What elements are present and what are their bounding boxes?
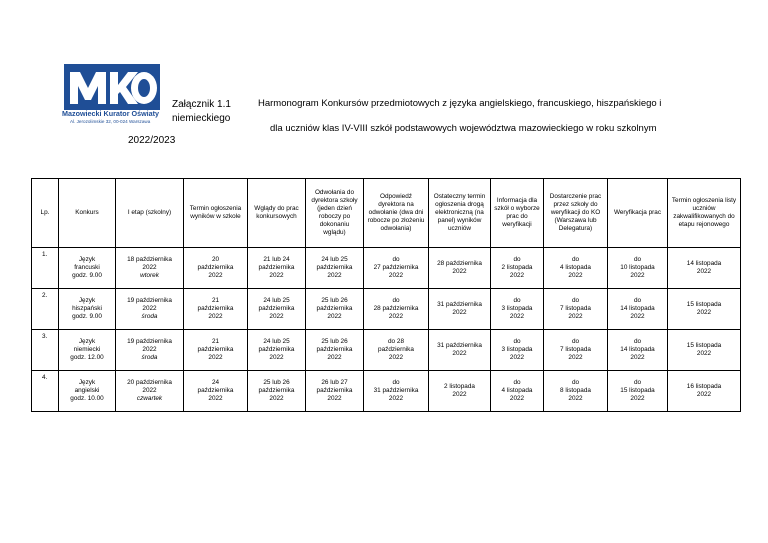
cell-line: do xyxy=(513,256,521,263)
cell-line: 2022 xyxy=(269,313,284,320)
table-cell xyxy=(59,330,116,371)
cell-line: października xyxy=(378,346,414,353)
cell-line: 2022 xyxy=(142,346,157,353)
column-header: Lp. xyxy=(32,179,59,248)
cell-line: 2022 xyxy=(208,272,223,279)
cell-line: października xyxy=(197,264,234,271)
cell-line: 4 listopada xyxy=(501,387,533,394)
attachment-label xyxy=(172,98,231,126)
cell-line: 2022 xyxy=(696,268,712,275)
table-cell xyxy=(544,371,608,412)
cell-line: 14 listopada xyxy=(620,346,655,353)
cell-line: października xyxy=(258,387,295,394)
column-header: I etap (szkolny) xyxy=(116,179,184,248)
cell-line: 2022 xyxy=(452,350,467,357)
cell-line: 2022 xyxy=(630,313,645,320)
cell-line: 25 lub 26 xyxy=(263,379,290,386)
table-cell xyxy=(491,289,544,330)
cell-line: 2022 xyxy=(630,354,645,361)
table-row xyxy=(32,330,741,371)
table-cell xyxy=(668,248,741,289)
cell-line: do xyxy=(392,256,400,263)
cell-line: 19 października xyxy=(127,338,172,345)
cell-line: 27 października xyxy=(373,264,419,271)
column-header: Wglądy do prac konkursowych xyxy=(248,179,306,248)
logo-address: Al. Jerozolimskie 32, 00-024 Warszawa xyxy=(70,119,151,124)
cell-line: 2022 xyxy=(327,395,342,402)
school-year: 2022/2023 xyxy=(128,135,176,146)
table-cell xyxy=(116,371,184,412)
cell-line: do 28 xyxy=(388,338,404,345)
cell-line: października xyxy=(258,264,295,271)
cell-line: francuski xyxy=(74,264,100,271)
table-cell xyxy=(544,330,608,371)
table-cell xyxy=(116,289,184,330)
table-cell xyxy=(248,330,306,371)
cell-line: 31 października xyxy=(437,301,482,308)
table-header-row xyxy=(32,179,741,248)
table-cell xyxy=(306,248,364,289)
cell-line: października xyxy=(197,387,234,394)
cell-line: Język xyxy=(78,379,96,386)
table-cell xyxy=(59,248,116,289)
cell-line: 2022 xyxy=(388,313,404,320)
cell-line: 2022 xyxy=(509,354,525,361)
cell-line: 2022 xyxy=(208,313,223,320)
row-number: 1. xyxy=(32,248,59,289)
cell-line: 10 listopada xyxy=(620,264,655,271)
table-cell xyxy=(491,330,544,371)
cell-line: 2022 xyxy=(696,309,712,316)
table-row xyxy=(32,371,741,412)
cell-line: do xyxy=(392,379,400,386)
cell-line: 3 listopada xyxy=(501,305,533,312)
cell-line: 18 października xyxy=(127,256,172,263)
cell-line: 2022 xyxy=(630,395,645,402)
cell-line: 20 października xyxy=(127,379,172,386)
cell-line: 2 listopada xyxy=(501,264,533,271)
table-cell xyxy=(116,330,184,371)
table-cell xyxy=(364,330,429,371)
cell-line: 2022 xyxy=(696,391,712,398)
mko-logo xyxy=(62,64,166,134)
cell-line: do xyxy=(513,379,521,386)
cell-line: 4 listopada xyxy=(560,264,591,271)
attachment-line-2: niemieckiego xyxy=(172,113,231,124)
cell-line: 15 listopada xyxy=(686,342,722,349)
cell-line: 19 października xyxy=(127,297,172,304)
cell-line: 2022 xyxy=(452,391,467,398)
cell-line: 2022 xyxy=(388,272,404,279)
cell-line: 24 lub 25 xyxy=(263,297,290,304)
cell-line: środa xyxy=(141,313,158,320)
document-title-line-1: Harmonogram Konkursów przedmiotowych z języka angielskiego, francuskiego, hiszpańskiego i xyxy=(258,98,662,109)
table-cell xyxy=(668,289,741,330)
column-header: Ostateczny termin ogłoszenia drogą elektroniczną (na panel) wyników uczniów xyxy=(429,179,491,248)
cell-line: do xyxy=(633,297,642,304)
cell-line: Język xyxy=(78,338,96,345)
cell-line: do xyxy=(571,379,580,386)
cell-line: 2022 xyxy=(388,395,404,402)
cell-line: środa xyxy=(141,354,158,361)
cell-line: 24 xyxy=(211,379,220,386)
cell-line: do xyxy=(571,297,580,304)
table-cell xyxy=(248,371,306,412)
table-cell xyxy=(429,289,491,330)
cell-line: angielski xyxy=(74,387,100,394)
mko-logo-mark xyxy=(64,64,160,110)
cell-line: 2022 xyxy=(269,272,284,279)
cell-line: 2022 xyxy=(327,313,342,320)
table-cell xyxy=(608,371,668,412)
table-cell xyxy=(668,371,741,412)
table-cell xyxy=(184,289,248,330)
cell-line: 2022 xyxy=(208,395,223,402)
cell-line: do xyxy=(571,338,580,345)
cell-line: 2022 xyxy=(142,387,157,394)
cell-line: 31 października xyxy=(437,342,482,349)
table-cell xyxy=(608,289,668,330)
cell-line: 2022 xyxy=(327,272,342,279)
cell-line: października xyxy=(258,346,295,353)
cell-line: 2022 xyxy=(568,395,583,402)
table-cell xyxy=(608,248,668,289)
cell-line: 20 xyxy=(211,256,220,263)
table-cell xyxy=(544,289,608,330)
cell-line: października xyxy=(258,305,295,312)
table-cell xyxy=(184,371,248,412)
cell-line: 2022 xyxy=(568,354,583,361)
cell-line: 2022 xyxy=(327,354,342,361)
cell-line: hiszpański xyxy=(72,305,102,312)
cell-line: 2022 xyxy=(696,350,712,357)
cell-line: 2022 xyxy=(630,272,645,279)
cell-line: do xyxy=(392,297,400,304)
column-header: Konkurs xyxy=(59,179,116,248)
cell-line: do xyxy=(513,338,521,345)
cell-line: do xyxy=(633,338,642,345)
logo-name: Mazowiecki Kurator Oświaty xyxy=(62,109,160,118)
cell-line: godz. 10.00 xyxy=(70,395,104,402)
cell-line: 2 listopada xyxy=(444,383,475,390)
cell-line: Język xyxy=(78,256,96,263)
table-cell xyxy=(608,330,668,371)
schedule-table xyxy=(31,178,741,412)
cell-line: 16 listopada xyxy=(686,383,722,390)
document-title-line-2: dla uczniów klas IV-VIII szkół podstawowych województwa mazowieckiego w roku szkolnym xyxy=(270,123,657,134)
table-cell xyxy=(364,371,429,412)
cell-line: 24 lub 25 xyxy=(321,256,348,263)
cell-line: 2022 xyxy=(452,268,467,275)
cell-line: niemiecki xyxy=(73,346,101,353)
table-cell xyxy=(544,248,608,289)
column-header: Termin ogłoszenia listy uczniów zakwalifikowanych do etapu rejonowego xyxy=(668,179,741,248)
cell-line: 2022 xyxy=(509,395,525,402)
cell-line: 21 lub 24 xyxy=(263,256,290,263)
cell-line: wtorek xyxy=(140,272,159,279)
cell-line: 25 lub 26 xyxy=(321,297,348,304)
cell-line: 28 października xyxy=(437,260,482,267)
row-number: 2. xyxy=(32,289,59,330)
cell-line: 2022 xyxy=(509,313,525,320)
column-header: Termin ogłoszenia wyników w szkole xyxy=(184,179,248,248)
cell-line: 2022 xyxy=(269,354,284,361)
cell-line: do xyxy=(513,297,521,304)
row-number: 3. xyxy=(32,330,59,371)
table-cell xyxy=(429,330,491,371)
table-cell xyxy=(184,248,248,289)
cell-line: 26 lub 27 xyxy=(321,379,348,386)
cell-line: 2022 xyxy=(388,354,404,361)
cell-line: października xyxy=(316,387,353,394)
cell-line: 2022 xyxy=(568,313,583,320)
table-cell xyxy=(306,289,364,330)
cell-line: 14 listopada xyxy=(620,305,655,312)
attachment-line-1: Załącznik 1.1 xyxy=(172,99,231,110)
column-header: Weryfikacja prac xyxy=(608,179,668,248)
table-row xyxy=(32,248,741,289)
cell-line: 2022 xyxy=(208,354,223,361)
cell-line: 2022 xyxy=(142,305,157,312)
table-cell xyxy=(116,248,184,289)
cell-line: 25 lub 26 xyxy=(321,338,348,345)
row-number: 4. xyxy=(32,371,59,412)
table-cell xyxy=(306,330,364,371)
table-cell xyxy=(364,289,429,330)
cell-line: października xyxy=(316,305,353,312)
cell-line: 31 października xyxy=(373,387,419,394)
cell-line: do xyxy=(633,379,642,386)
cell-line: 2022 xyxy=(509,272,525,279)
column-header: Odpowiedź dyrektora na odwołanie (dwa dni robocze po złożeniu odwołania) xyxy=(364,179,429,248)
cell-line: 7 listopada xyxy=(560,346,591,353)
cell-line: 21 xyxy=(211,297,220,304)
cell-line: 28 października xyxy=(373,305,419,312)
cell-line: czwartek xyxy=(136,395,163,402)
table-cell xyxy=(306,371,364,412)
cell-line: godz. 12.00 xyxy=(70,354,104,361)
table-cell xyxy=(429,248,491,289)
table-cell xyxy=(364,248,429,289)
table-cell xyxy=(248,289,306,330)
cell-line: października xyxy=(197,305,234,312)
cell-line: godz. 9.00 xyxy=(72,313,102,320)
cell-line: 14 listopada xyxy=(686,260,722,267)
table-row xyxy=(32,289,741,330)
cell-line: 2022 xyxy=(452,309,467,316)
table-cell xyxy=(248,248,306,289)
table-cell xyxy=(668,330,741,371)
cell-line: 15 listopada xyxy=(686,301,722,308)
column-header: Odwołania do dyrektora szkoły (jeden dzień roboczy po dokonaniu wglądu) xyxy=(306,179,364,248)
table-cell xyxy=(184,330,248,371)
cell-line: 2022 xyxy=(568,272,583,279)
cell-line: 2022 xyxy=(142,264,157,271)
cell-line: do xyxy=(571,256,580,263)
cell-line: 24 lub 25 xyxy=(263,338,290,345)
table-cell xyxy=(59,371,116,412)
cell-line: 15 listopada xyxy=(620,387,655,394)
column-header: Dostarczenie prac przez szkoły do weryfikacji do KO (Warszawa lub Delegatura) xyxy=(544,179,608,248)
cell-line: października xyxy=(197,346,234,353)
cell-line: 21 xyxy=(211,338,220,345)
cell-line: do xyxy=(633,256,642,263)
cell-line: Język xyxy=(78,297,96,304)
table-cell xyxy=(59,289,116,330)
cell-line: 7 listopada xyxy=(560,305,591,312)
table-cell xyxy=(491,371,544,412)
cell-line: 8 listopada xyxy=(560,387,591,394)
table-cell xyxy=(429,371,491,412)
cell-line: 2022 xyxy=(269,395,284,402)
cell-line: 3 listopada xyxy=(501,346,533,353)
cell-line: października xyxy=(316,346,353,353)
column-header: Informacja dla szkół o wyborze prac do weryfikacji xyxy=(491,179,544,248)
cell-line: października xyxy=(316,264,353,271)
cell-line: godz. 9.00 xyxy=(72,272,102,279)
table-cell xyxy=(491,248,544,289)
